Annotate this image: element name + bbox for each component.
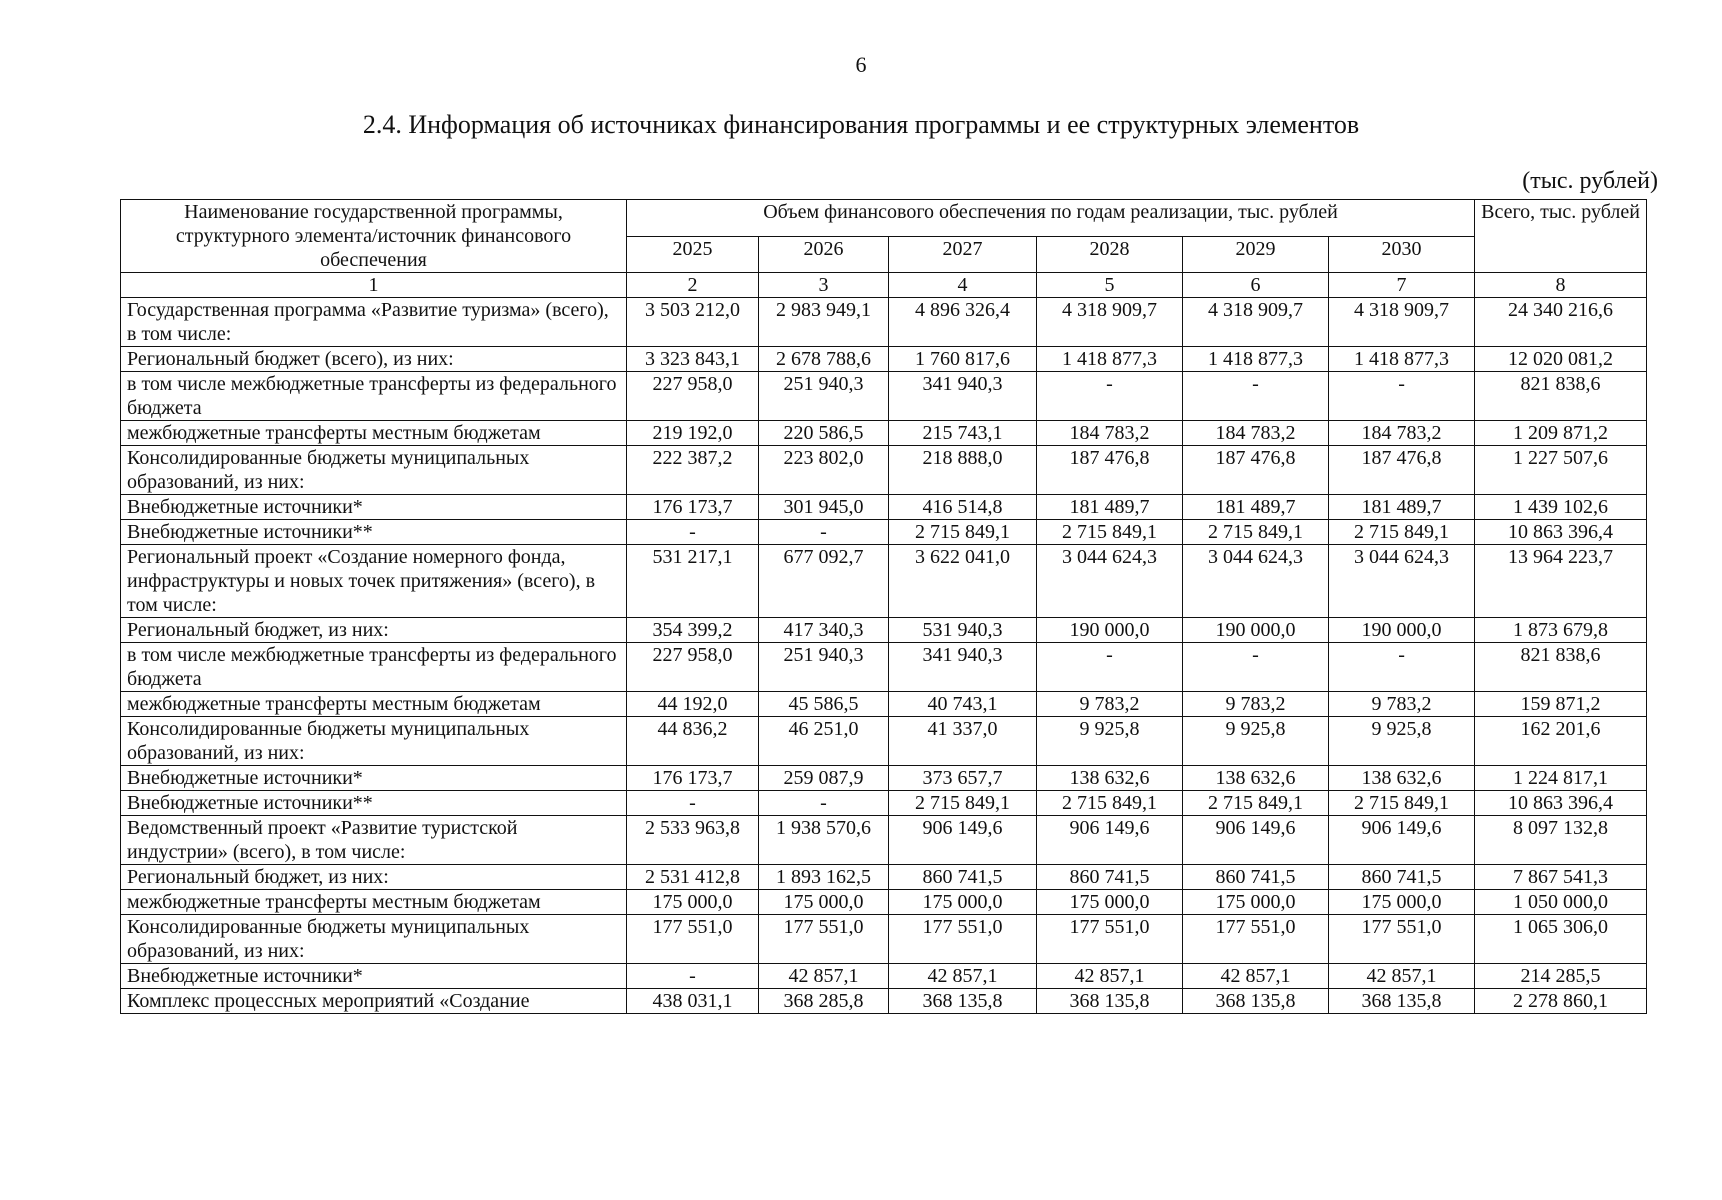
year-value-cell: 187 476,8 [1329,446,1475,495]
table-row [121,717,1647,766]
total-value-cell: 821 838,6 [1475,372,1647,421]
year-value-cell: 2 715 849,1 [889,520,1037,545]
table-row [121,692,1647,717]
year-value-cell: 4 318 909,7 [1183,298,1329,347]
financing-table [120,199,1647,1014]
column-number: 7 [1329,273,1475,298]
table-row [121,347,1647,372]
total-value-cell: 12 020 081,2 [1475,347,1647,372]
year-value-cell: 1 760 817,6 [889,347,1037,372]
header-years-group: Объем финансового обеспечения по годам реализации, тыс. рублей [627,200,1475,237]
year-value-cell: - [1329,643,1475,692]
year-value-cell: 2 678 788,6 [759,347,889,372]
column-number: 8 [1475,273,1647,298]
year-value-cell: 906 149,6 [1037,816,1183,865]
section-heading: 2.4. Информация об источниках финансирования программы и ее структурных элементов [362,110,1360,139]
row-label: Консолидированные бюджеты муниципальных образований, из них: [121,915,627,964]
year-value-cell: 177 551,0 [1037,915,1183,964]
year-value-cell: 175 000,0 [759,890,889,915]
year-value-cell: 2 715 849,1 [1037,791,1183,816]
year-value-cell: 45 586,5 [759,692,889,717]
year-value-cell: 187 476,8 [1183,446,1329,495]
row-label: в том числе межбюджетные трансферты из федерального бюджета [121,643,627,692]
year-value-cell: 373 657,7 [889,766,1037,791]
table-row [121,421,1647,446]
year-value-cell: 219 192,0 [627,421,759,446]
year-value-cell: 9 783,2 [1329,692,1475,717]
table-row [121,372,1647,421]
year-value-cell: 251 940,3 [759,372,889,421]
year-value-cell: 42 857,1 [1037,964,1183,989]
year-value-cell: - [1037,643,1183,692]
year-value-cell: 416 514,8 [889,495,1037,520]
row-label: Региональный бюджет, из них: [121,865,627,890]
year-value-cell: 175 000,0 [889,890,1037,915]
year-value-cell: 2 533 963,8 [627,816,759,865]
year-value-cell: 3 323 843,1 [627,347,759,372]
total-value-cell: 1 227 507,6 [1475,446,1647,495]
total-value-cell: 214 285,5 [1475,964,1647,989]
row-label: Консолидированные бюджеты муниципальных образований, из них: [121,717,627,766]
table-row [121,865,1647,890]
row-label: Региональный бюджет, из них: [121,618,627,643]
row-label: Государственная программа «Развитие туризма» (всего), в том числе: [121,298,627,347]
year-value-cell: 177 551,0 [627,915,759,964]
table-row [121,495,1647,520]
year-value-cell: 1 893 162,5 [759,865,889,890]
table-row [121,816,1647,865]
units-note: (тыс. рублей) [1522,168,1658,194]
year-value-cell: - [1183,372,1329,421]
row-label: Ведомственный проект «Развитие туристской индустрии» (всего), в том числе: [121,816,627,865]
year-value-cell: 368 285,8 [759,989,889,1014]
year-value-cell: 3 044 624,3 [1037,545,1183,618]
year-value-cell: 2 715 849,1 [889,791,1037,816]
row-label: в том числе межбюджетные трансферты из федерального бюджета [121,372,627,421]
year-value-cell: 42 857,1 [1329,964,1475,989]
year-value-cell: 354 399,2 [627,618,759,643]
year-value-cell: 184 783,2 [1329,421,1475,446]
header-year: 2026 [759,236,889,273]
year-value-cell: 906 149,6 [1329,816,1475,865]
year-value-cell: 184 783,2 [1037,421,1183,446]
year-value-cell: 860 741,5 [889,865,1037,890]
year-value-cell: 177 551,0 [759,915,889,964]
year-value-cell: 2 715 849,1 [1037,520,1183,545]
total-value-cell: 1 050 000,0 [1475,890,1647,915]
year-value-cell: 3 044 624,3 [1329,545,1475,618]
row-label: Региональный проект «Создание номерного фонда, инфраструктуры и новых точек притяжения» (всего), в том числе: [121,545,627,618]
year-value-cell: 341 940,3 [889,643,1037,692]
year-value-cell: 42 857,1 [1183,964,1329,989]
header-total-column: Всего, тыс. рублей [1475,200,1647,273]
year-value-cell: 227 958,0 [627,372,759,421]
total-value-cell: 1 439 102,6 [1475,495,1647,520]
table-row [121,618,1647,643]
year-value-cell: 176 173,7 [627,766,759,791]
column-number: 4 [889,273,1037,298]
year-value-cell: 175 000,0 [1037,890,1183,915]
year-value-cell: 181 489,7 [1037,495,1183,520]
year-value-cell: 218 888,0 [889,446,1037,495]
year-value-cell: 44 192,0 [627,692,759,717]
year-value-cell: 531 940,3 [889,618,1037,643]
year-value-cell: 181 489,7 [1183,495,1329,520]
total-value-cell: 10 863 396,4 [1475,791,1647,816]
year-value-cell: 223 802,0 [759,446,889,495]
total-value-cell: 13 964 223,7 [1475,545,1647,618]
header-year: 2027 [889,236,1037,273]
year-value-cell: 138 632,6 [1183,766,1329,791]
table-row [121,446,1647,495]
total-value-cell: 159 871,2 [1475,692,1647,717]
year-value-cell: 9 925,8 [1183,717,1329,766]
year-value-cell: 2 983 949,1 [759,298,889,347]
year-value-cell: 190 000,0 [1329,618,1475,643]
table-row [121,298,1647,347]
total-value-cell: 8 097 132,8 [1475,816,1647,865]
total-value-cell: 2 278 860,1 [1475,989,1647,1014]
total-value-cell: 1 873 679,8 [1475,618,1647,643]
year-value-cell: 368 135,8 [1329,989,1475,1014]
column-number: 3 [759,273,889,298]
total-value-cell: 162 201,6 [1475,717,1647,766]
year-value-cell: 1 418 877,3 [1329,347,1475,372]
page-number: 6 [855,52,867,77]
year-value-cell: 2 715 849,1 [1183,791,1329,816]
year-value-cell: 181 489,7 [1329,495,1475,520]
year-value-cell: - [1037,372,1183,421]
row-label: Региональный бюджет (всего), из них: [121,347,627,372]
header-year: 2030 [1329,236,1475,273]
table-row [121,915,1647,964]
year-value-cell: 860 741,5 [1183,865,1329,890]
year-value-cell: 215 743,1 [889,421,1037,446]
total-value-cell: 24 340 216,6 [1475,298,1647,347]
year-value-cell: - [759,791,889,816]
row-label: Внебюджетные источники* [121,495,627,520]
year-value-cell: 259 087,9 [759,766,889,791]
year-value-cell: 368 135,8 [889,989,1037,1014]
header-name-column: Наименование государственной программы, структурного элемента/источник финансового обеспечения [121,200,627,273]
year-value-cell: 177 551,0 [889,915,1037,964]
row-label: Консолидированные бюджеты муниципальных образований, из них: [121,446,627,495]
year-value-cell: - [627,964,759,989]
year-value-cell: 177 551,0 [1329,915,1475,964]
year-value-cell: 2 715 849,1 [1183,520,1329,545]
header-year: 2028 [1037,236,1183,273]
year-value-cell: 175 000,0 [1183,890,1329,915]
year-value-cell: 1 938 570,6 [759,816,889,865]
year-value-cell: - [1329,372,1475,421]
year-value-cell: 4 318 909,7 [1329,298,1475,347]
year-value-cell: 3 044 624,3 [1183,545,1329,618]
year-value-cell: - [1183,643,1329,692]
row-label: межбюджетные трансферты местным бюджетам [121,421,627,446]
table-row [121,964,1647,989]
header-year: 2025 [627,236,759,273]
year-value-cell: 190 000,0 [1183,618,1329,643]
total-value-cell: 821 838,6 [1475,643,1647,692]
year-value-cell: - [627,791,759,816]
year-value-cell: 368 135,8 [1037,989,1183,1014]
year-value-cell: 3 622 041,0 [889,545,1037,618]
year-value-cell: 906 149,6 [889,816,1037,865]
table-body [121,298,1647,1014]
year-value-cell: 222 387,2 [627,446,759,495]
total-value-cell: 1 224 817,1 [1475,766,1647,791]
year-value-cell: - [627,520,759,545]
year-value-cell: 138 632,6 [1329,766,1475,791]
year-value-cell: 1 418 877,3 [1037,347,1183,372]
year-value-cell: 2 531 412,8 [627,865,759,890]
year-value-cell: 368 135,8 [1183,989,1329,1014]
row-label: Комплекс процессных мероприятий «Создание [121,989,627,1014]
total-value-cell: 10 863 396,4 [1475,520,1647,545]
year-value-cell: 40 743,1 [889,692,1037,717]
year-value-cell: 176 173,7 [627,495,759,520]
year-value-cell: 44 836,2 [627,717,759,766]
year-value-cell: 9 925,8 [1037,717,1183,766]
column-number: 5 [1037,273,1183,298]
year-value-cell: 301 945,0 [759,495,889,520]
year-value-cell: 42 857,1 [889,964,1037,989]
year-value-cell: 9 783,2 [1037,692,1183,717]
row-label: межбюджетные трансферты местным бюджетам [121,692,627,717]
total-value-cell: 1 209 871,2 [1475,421,1647,446]
year-value-cell: 46 251,0 [759,717,889,766]
year-value-cell: 175 000,0 [1329,890,1475,915]
year-value-cell: 227 958,0 [627,643,759,692]
year-value-cell: 175 000,0 [627,890,759,915]
year-value-cell: 677 092,7 [759,545,889,618]
row-label: Внебюджетные источники* [121,766,627,791]
year-value-cell: 220 586,5 [759,421,889,446]
year-value-cell: 860 741,5 [1329,865,1475,890]
header-year: 2029 [1183,236,1329,273]
column-number: 2 [627,273,759,298]
year-value-cell: 2 715 849,1 [1329,520,1475,545]
year-value-cell: 4 318 909,7 [1037,298,1183,347]
total-value-cell: 1 065 306,0 [1475,915,1647,964]
table-row [121,989,1647,1014]
year-value-cell: 438 031,1 [627,989,759,1014]
table-row [121,643,1647,692]
year-value-cell: 9 783,2 [1183,692,1329,717]
column-number: 6 [1183,273,1329,298]
year-value-cell: 1 418 877,3 [1183,347,1329,372]
total-value-cell: 7 867 541,3 [1475,865,1647,890]
table-row [121,766,1647,791]
year-value-cell: 177 551,0 [1183,915,1329,964]
year-value-cell: 251 940,3 [759,643,889,692]
year-value-cell: 531 217,1 [627,545,759,618]
year-value-cell: 3 503 212,0 [627,298,759,347]
year-value-cell: 187 476,8 [1037,446,1183,495]
year-value-cell: 2 715 849,1 [1329,791,1475,816]
row-label: межбюджетные трансферты местным бюджетам [121,890,627,915]
year-value-cell: 860 741,5 [1037,865,1183,890]
year-value-cell: 42 857,1 [759,964,889,989]
column-number: 1 [121,273,627,298]
year-value-cell: 41 337,0 [889,717,1037,766]
column-numbers-row [121,273,1647,298]
table-row [121,890,1647,915]
row-label: Внебюджетные источники* [121,964,627,989]
year-value-cell: 4 896 326,4 [889,298,1037,347]
row-label: Внебюджетные источники** [121,520,627,545]
table-row [121,791,1647,816]
year-value-cell: 341 940,3 [889,372,1037,421]
year-value-cell: 184 783,2 [1183,421,1329,446]
year-value-cell: 906 149,6 [1183,816,1329,865]
year-value-cell: 138 632,6 [1037,766,1183,791]
table-row [121,520,1647,545]
row-label: Внебюджетные источники** [121,791,627,816]
year-value-cell: 9 925,8 [1329,717,1475,766]
table-row [121,545,1647,618]
year-value-cell: 190 000,0 [1037,618,1183,643]
year-value-cell: - [759,520,889,545]
year-value-cell: 417 340,3 [759,618,889,643]
